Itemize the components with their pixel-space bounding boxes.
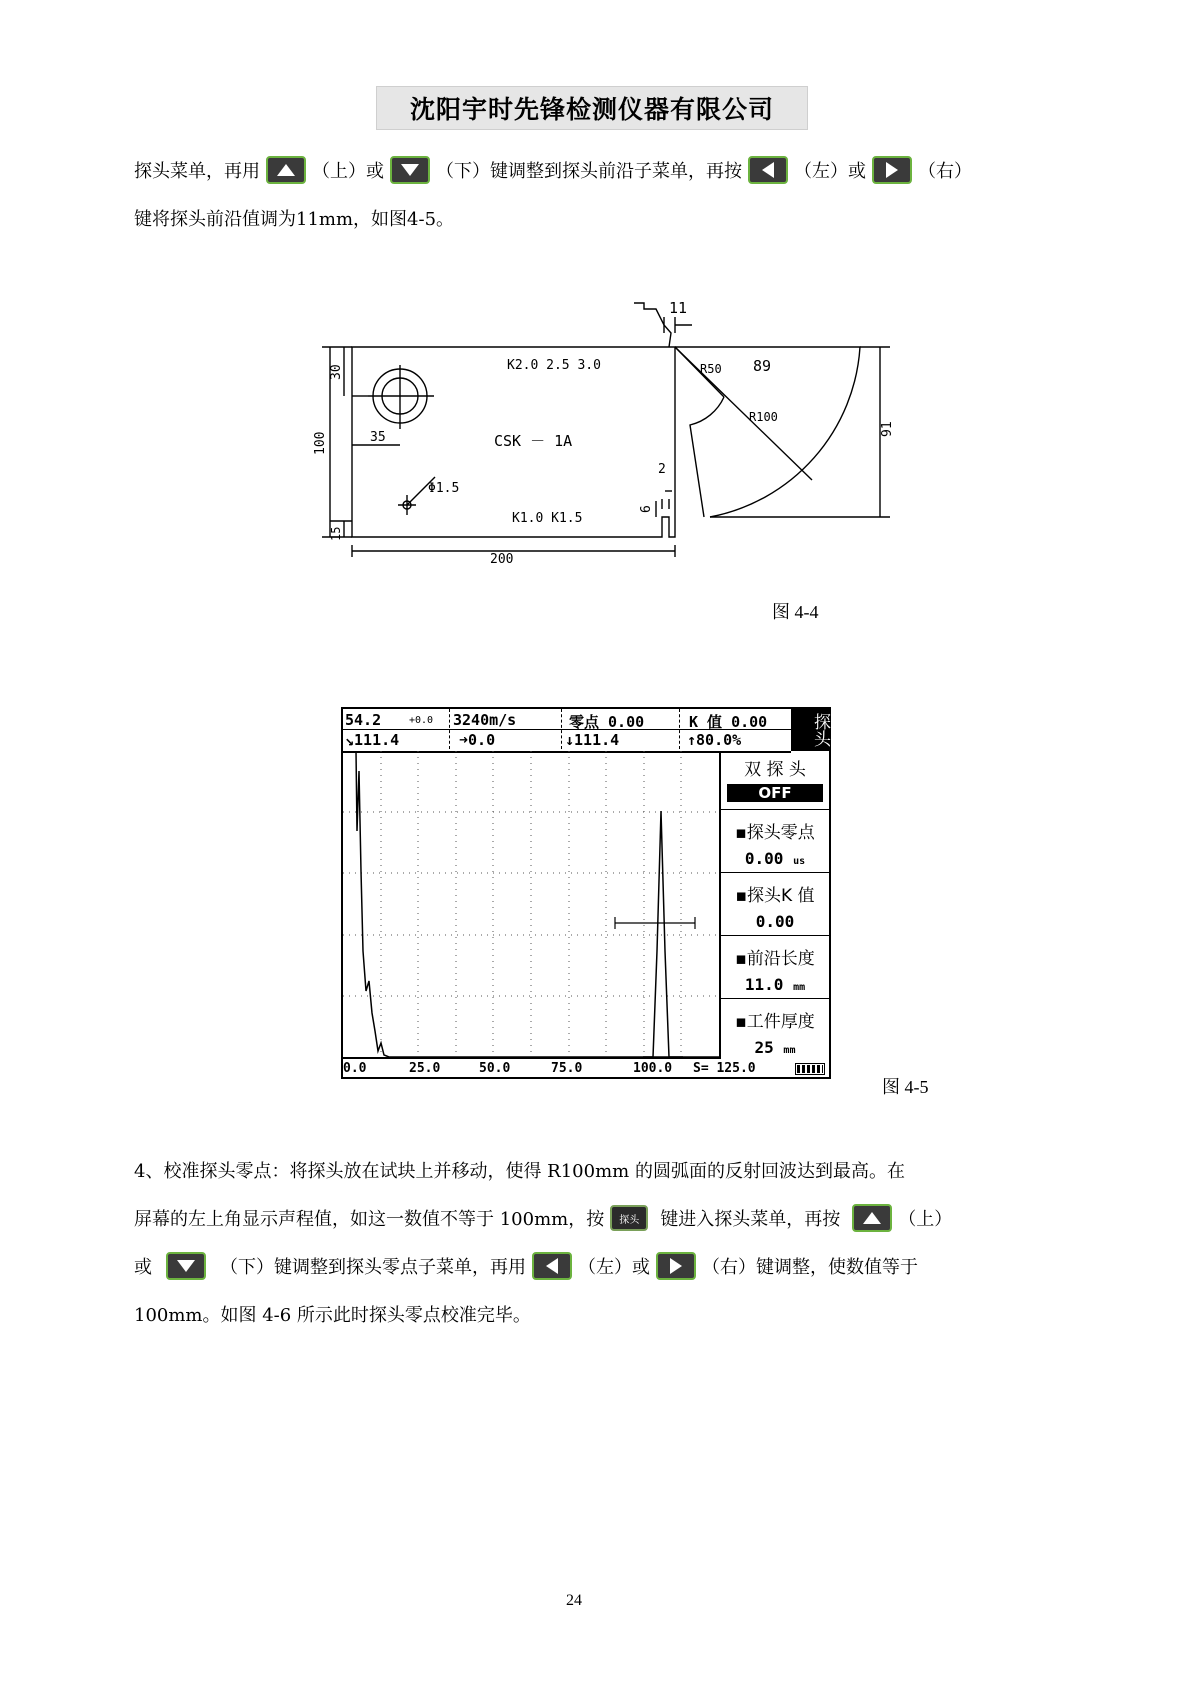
down-key-icon	[390, 156, 430, 184]
velocity-value: 3240m/s	[453, 711, 517, 729]
k-value: K 值 0.00	[689, 713, 768, 731]
dim-30: 30	[329, 364, 344, 380]
left-key-icon	[748, 156, 788, 184]
hole-label: Φ1.5	[428, 481, 460, 496]
probe-k-value: 0.00	[755, 912, 795, 931]
up-key-icon	[852, 1204, 892, 1232]
menu-label: 双 探 头	[744, 760, 806, 780]
text: 屏幕的左上角显示声程值，如这一数值不等于 100mm，按	[134, 1209, 605, 1230]
menu-item-dual-probe	[721, 751, 829, 810]
right-key-icon	[656, 1252, 696, 1280]
company-title-box	[376, 86, 808, 130]
probe-key-icon: 探头	[610, 1205, 648, 1231]
down-key-icon	[166, 1252, 206, 1280]
probe-menu-tab: 探头	[791, 709, 829, 751]
text: （上）	[898, 1209, 953, 1230]
thickness-unit: mm	[783, 1045, 796, 1056]
depth-value: ↓111.4	[565, 731, 620, 749]
up-key-icon	[266, 156, 306, 184]
text: 键进入探头菜单，再按	[660, 1209, 841, 1230]
tick-label: 25.0	[409, 1061, 441, 1076]
menu-label: ▪前沿长度	[735, 949, 815, 969]
csk-1a-drawing	[300, 295, 910, 575]
para2-line2	[134, 1194, 952, 1242]
dim-2: 2	[658, 462, 666, 477]
dim-100: 100	[313, 431, 328, 455]
range-value: 54.2	[345, 711, 382, 729]
front-length-value: 11.0	[744, 975, 784, 994]
dim-15: 15	[329, 526, 343, 541]
para1-line1	[134, 146, 972, 194]
text: （左）或	[578, 1257, 650, 1278]
front-length-unit: mm	[793, 982, 806, 993]
dim-6: 6	[639, 505, 654, 513]
figure-4-5-caption: 图 4-5	[882, 1077, 929, 1097]
figure-4-4-caption: 图 4-4	[772, 602, 819, 622]
para2-line4	[134, 1290, 531, 1338]
x-axis	[343, 1061, 783, 1077]
r100-label: R100	[749, 410, 778, 424]
text: 或	[134, 1257, 152, 1278]
text: （右）	[918, 161, 972, 182]
text: 键将探头前沿值调为11mm，如图4-5。	[134, 209, 455, 230]
menu-label: ▪探头K 值	[735, 886, 815, 906]
battery-icon	[795, 1063, 825, 1075]
k-top-label: K2.0 2.5 3.0	[507, 358, 601, 373]
dim-91: 91	[880, 421, 895, 437]
company-title: 沈阳宇时先锋检测仪器有限公司	[409, 95, 774, 124]
tick-label: 0.0	[343, 1061, 367, 1076]
menu-item-thickness	[721, 999, 829, 1061]
menu-item-probe-k	[721, 873, 829, 936]
text: （左）或	[794, 161, 866, 182]
text: （下）键调整到探头零点子菜单，再用	[220, 1257, 526, 1278]
block-label: CSK － 1A	[494, 432, 573, 450]
thickness-value: 25	[754, 1038, 774, 1057]
tick-label: 100.0	[633, 1061, 673, 1076]
text: （下）键调整到探头前沿子菜单，再按	[436, 161, 742, 182]
text: （上）或	[312, 161, 384, 182]
tick-label: 75.0	[551, 1061, 583, 1076]
dim-200: 200	[490, 552, 514, 567]
text: （右）键调整，使数值等于	[702, 1257, 918, 1278]
a-scan-plot	[343, 751, 719, 1059]
text: 100mm。如图 4-6 所示此时探头零点校准完毕。	[134, 1305, 531, 1326]
range-offset: +0.0	[409, 715, 434, 726]
para2-line1	[134, 1146, 905, 1194]
dim-11: 11	[669, 299, 688, 317]
status-bar	[343, 709, 791, 753]
horizontal-value: ➜0.0	[459, 731, 496, 749]
sound-path-value: ↘111.4	[345, 731, 400, 749]
page-number: 24	[566, 1592, 582, 1609]
menu-label: ▪工件厚度	[735, 1012, 815, 1032]
tick-label: 50.0	[479, 1061, 511, 1076]
text: 探头菜单，再用	[134, 161, 260, 182]
k-bottom-label: K1.0 K1.5	[512, 511, 583, 526]
amplitude-value: ↑80.0%	[687, 731, 742, 749]
dim-35: 35	[370, 430, 386, 445]
probe-zero-value: 0.00	[744, 849, 784, 868]
left-key-icon	[532, 1252, 572, 1280]
probe-zero-unit: us	[793, 856, 806, 867]
probe-menu	[721, 751, 829, 1061]
dim-89: 89	[753, 357, 772, 375]
dual-probe-value: OFF	[727, 784, 823, 802]
para2-line3	[134, 1242, 918, 1290]
tick-label: S= 125.0	[693, 1061, 756, 1076]
menu-item-probe-zero	[721, 810, 829, 873]
para1-line2	[134, 194, 454, 242]
flaw-detector-screen	[341, 707, 831, 1079]
menu-item-front-length	[721, 936, 829, 999]
text: 4、校准探头零点：将探头放在试块上并移动，使得 R100mm 的圆弧面的反射回波达到最高。在	[134, 1161, 905, 1182]
right-key-icon	[872, 156, 912, 184]
r50-label: R50	[700, 362, 722, 376]
zero-value: 零点 0.00	[569, 713, 645, 731]
menu-label: ▪探头零点	[735, 823, 815, 843]
